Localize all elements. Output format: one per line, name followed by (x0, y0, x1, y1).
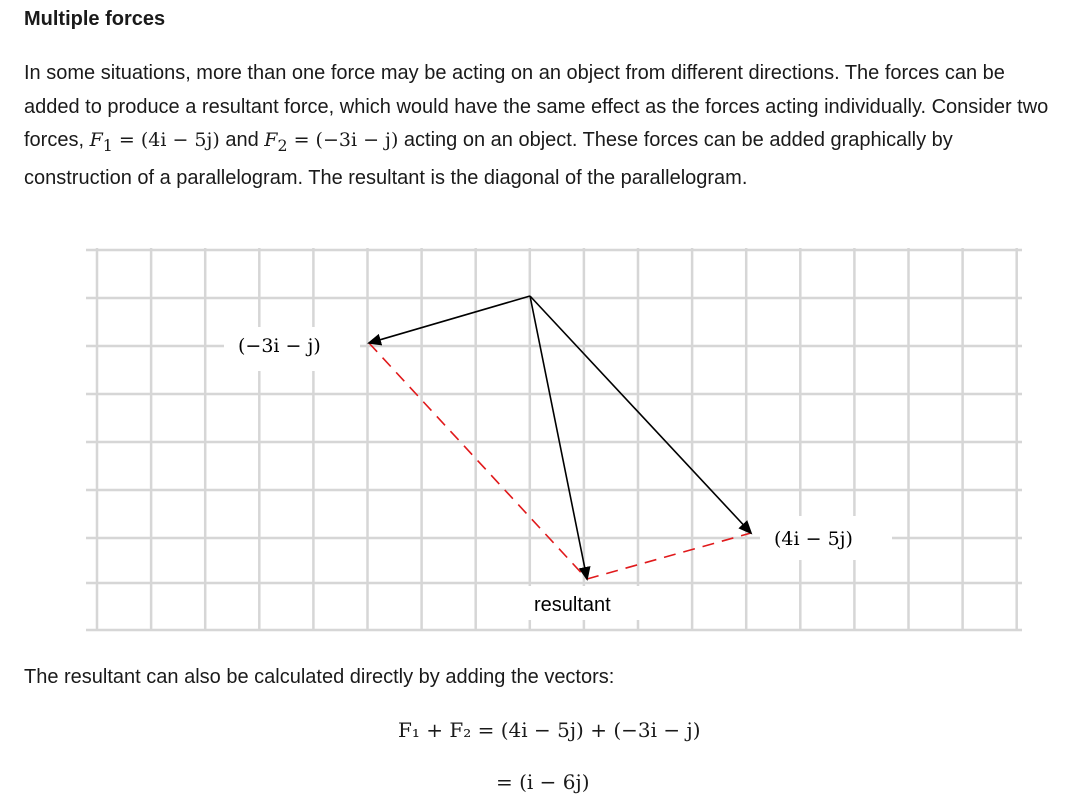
f1-symbol: F (89, 129, 103, 151)
f1-vector-label: (4i − 5j) (774, 528, 853, 550)
f1-vector-arrow (530, 296, 751, 533)
f2-expression: = (−3i − j) (287, 129, 399, 151)
f1-subscript: 1 (102, 135, 113, 155)
vector-sum-result: = (i − 6j) (496, 770, 590, 794)
construction-line-f2-side (369, 343, 587, 579)
intro-text-part1: In some situations, more than one force may be acting on an object from different directions. The forces can be added to produce a resultant force, which would have the same effect as the forces acting individually. Consider two forces, (24, 62, 1049, 151)
intro-and-word: and (219, 129, 265, 151)
f2-symbol: F (264, 129, 278, 151)
section-heading: Multiple forces (24, 8, 166, 30)
resultant-label: resultant (534, 594, 611, 616)
background-grid (86, 248, 1022, 630)
intro-text-part2: acting on an object. These forces can be added graphically by construction of a parallelogram. The resultant is the diagonal of the parallelogram. (24, 129, 953, 190)
calculation-intro: The resultant can also be calculated directly by adding the vectors: (24, 666, 615, 688)
f2-vector-arrow (369, 296, 530, 343)
resultant-vector-arrow (530, 296, 587, 579)
f2-vector-label: (−3i − j) (238, 335, 321, 357)
vector-sum-equation: F₁ + F₂ = (4i − 5j) + (−3i − j) (398, 718, 701, 742)
construction-line-f1-side (587, 533, 751, 579)
f2-subscript: 2 (277, 135, 288, 155)
f1-expression: = (4i − 5j) (112, 129, 220, 151)
